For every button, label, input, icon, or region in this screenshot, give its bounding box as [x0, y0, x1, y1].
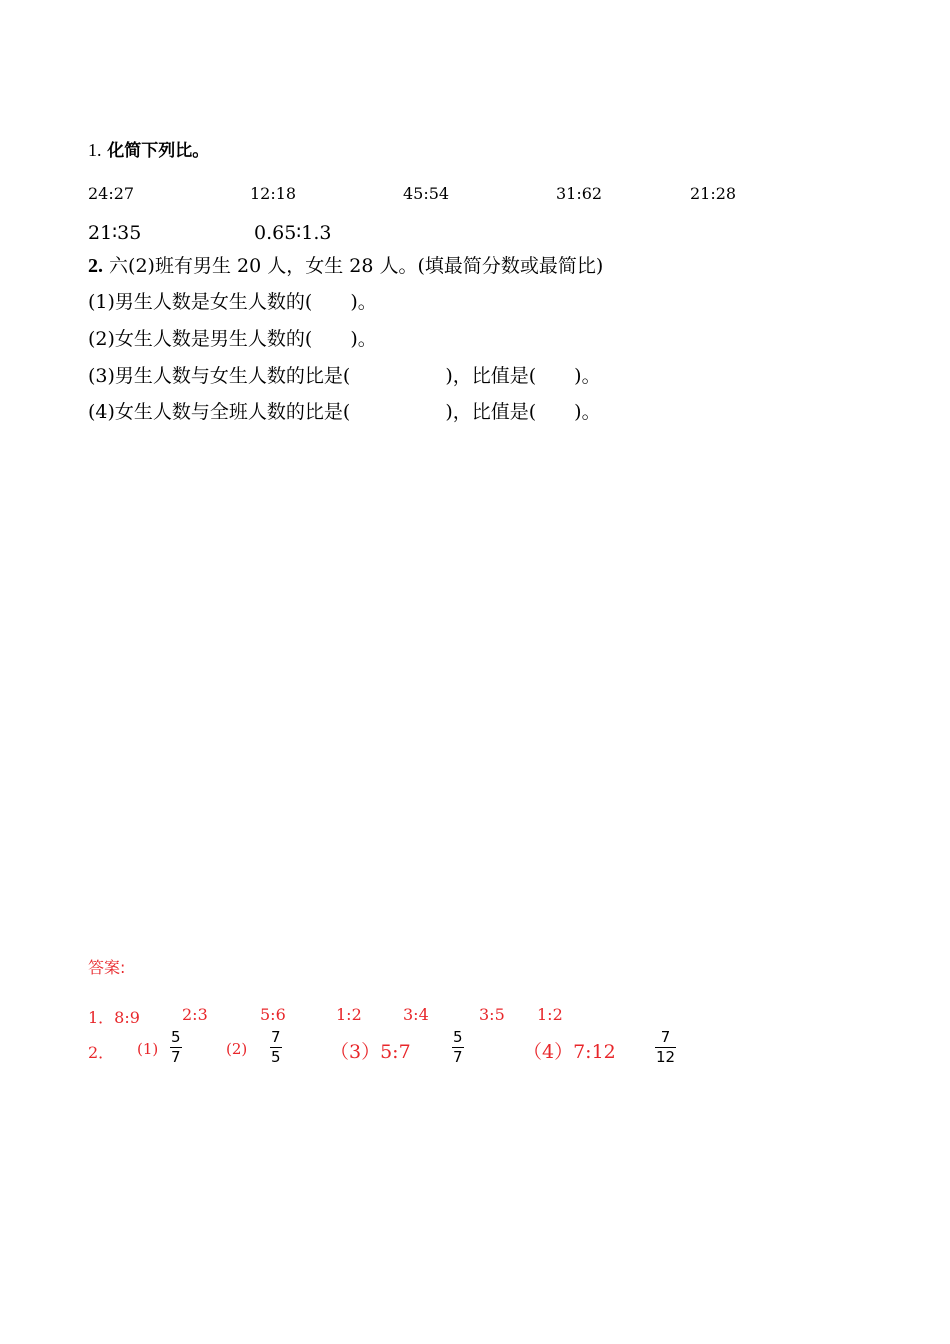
fraction-numerator: 7 [271, 1028, 281, 1046]
question-2-text: 六(2)班有男生 20 人，女生 28 人。(填最简分数或最简比) [109, 255, 604, 277]
answer-2-part-text: （4）7:12 [523, 1041, 616, 1063]
fraction-denominator: 7 [171, 1048, 181, 1066]
question-2-item: (3)男生人数与女生人数的比是( )，比值是( )。 [88, 365, 601, 387]
fraction-numerator: 5 [453, 1028, 463, 1046]
answer-fraction [170, 1029, 182, 1066]
answers-heading: 答案: [88, 958, 126, 977]
question-2-item: (2)女生人数是男生人数的( )。 [88, 328, 377, 350]
answer-2-part-label: (2) [226, 1040, 248, 1058]
answer-1-item: 3:4 [403, 1005, 429, 1024]
ratio-item: 12:18 [250, 184, 297, 203]
answer-1-item: 2:3 [182, 1005, 208, 1024]
question-2-item: (1)男生人数是女生人数的( )。 [88, 291, 377, 313]
ratio-item: 24:27 [88, 184, 135, 203]
answer-fraction [452, 1029, 464, 1066]
answer-1-item: 1:2 [336, 1005, 362, 1024]
question-2-stem [88, 251, 603, 278]
question-2-number: 2. [88, 255, 103, 277]
answer-fraction [270, 1029, 282, 1066]
answer-1-item: 1．8:9 [88, 1008, 140, 1027]
ratio-item: 0.65∶1.3 [254, 222, 332, 244]
answer-2-part-label: (1) [137, 1040, 159, 1058]
answer-1-item: 1:2 [537, 1005, 563, 1024]
answer-2-prefix: 2． [88, 1043, 115, 1062]
question-2-item: (4)女生人数与全班人数的比是( )，比值是( )。 [88, 401, 601, 423]
fraction-denominator: 7 [453, 1048, 463, 1066]
ratio-item: 45:54 [403, 184, 450, 203]
fraction-denominator: 12 [656, 1048, 676, 1066]
ratio-item: 31:62 [556, 184, 603, 203]
answer-1-item: 5:6 [260, 1005, 286, 1024]
question-1-heading [88, 136, 209, 161]
fraction-numerator: 7 [660, 1028, 671, 1046]
question-1-title: 化简下列比。 [107, 141, 210, 161]
answer-fraction [655, 1029, 676, 1066]
answer-2-part-text: （3）5:7 [330, 1041, 411, 1063]
answer-1-item: 3:5 [479, 1005, 505, 1024]
question-1-number: 1. [88, 140, 102, 160]
fraction-numerator: 5 [171, 1028, 181, 1046]
ratio-item: 21:28 [690, 184, 737, 203]
fraction-denominator: 5 [271, 1048, 281, 1066]
ratio-item: 21∶35 [88, 222, 142, 244]
